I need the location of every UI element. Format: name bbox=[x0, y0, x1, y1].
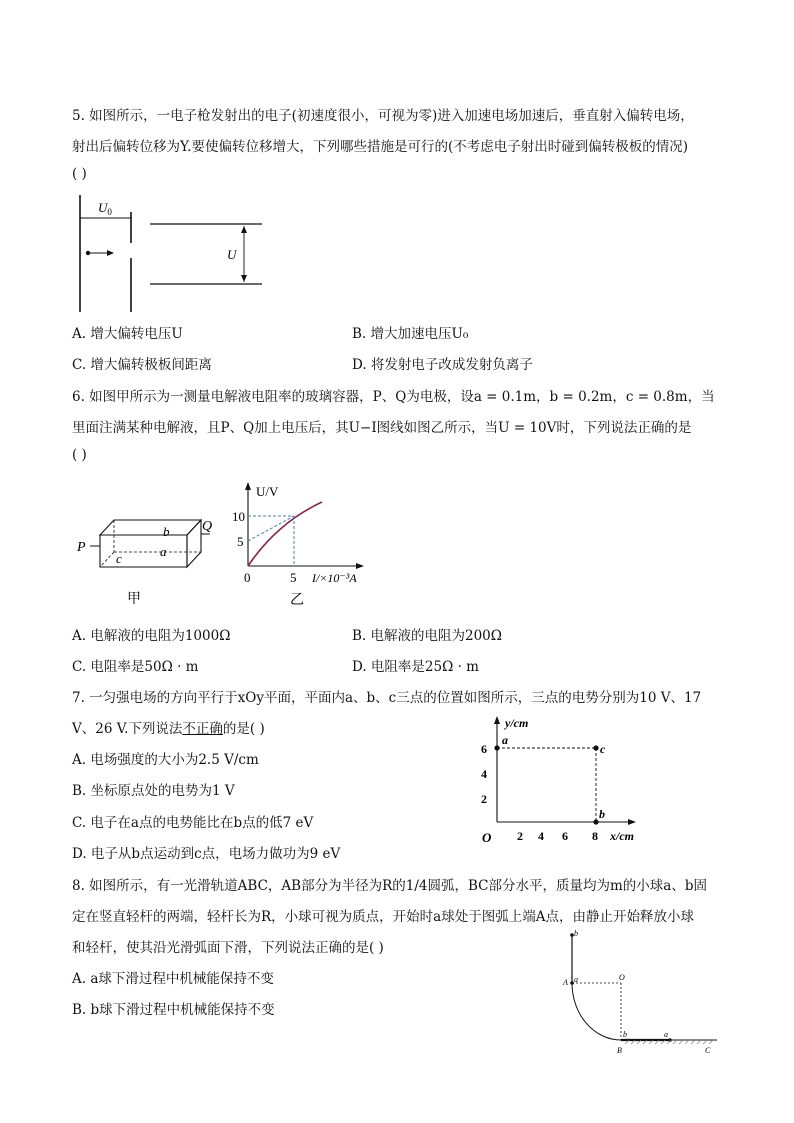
q7-point-a: a bbox=[502, 733, 508, 747]
q7-option-d[interactable]: D. 电子从b点运动到c点，电场力做功为9 eV bbox=[72, 846, 341, 862]
q6-label-c: c bbox=[116, 551, 122, 566]
q6-xtick-5: 5 bbox=[290, 570, 297, 585]
q8-label-b-bottom: b bbox=[623, 1030, 627, 1039]
q8-option-a[interactable]: A. a球下滑过程中机械能保持不变 bbox=[72, 971, 274, 987]
q8-label-a-right: a bbox=[664, 1030, 668, 1039]
q7-xtick-4: 4 bbox=[538, 829, 544, 843]
q8-label-point-c: C bbox=[705, 1046, 711, 1055]
q6-ui-curve bbox=[248, 502, 322, 566]
q7-xtick-2: 2 bbox=[517, 829, 523, 843]
q6-stem-line1: 6. 如图甲所示为一测量电解液电阻率的玻璃容器，P、Q为电极，设a = 0.1m，b = 0.2m，c = 0.8m，当 bbox=[72, 389, 715, 405]
q7-coordinate-figure bbox=[470, 710, 650, 848]
q8-label-b-top: b bbox=[574, 929, 578, 938]
q8-stem-line1: 8. 如图所示，有一光滑轨道ABC，AB部分为半径为R的1/4圆弧，BC部分水平，质量均为m的小球a、b固 bbox=[72, 878, 707, 894]
q6-label-q: Q bbox=[202, 519, 213, 534]
q6-answer-paren: ( ) bbox=[72, 447, 87, 463]
q5-diagram bbox=[70, 190, 270, 320]
q5-label-u: U bbox=[227, 247, 237, 262]
q8-stem-line3: 和轻杆，使其沿光滑弧面下滑，下列说法正确的是( ) bbox=[72, 940, 384, 956]
q7-stem-line2: V、26 V.下列说法不正确的是( ) bbox=[72, 721, 265, 737]
q8-label-point-a: A bbox=[563, 978, 568, 987]
q7-origin-label: O bbox=[482, 830, 492, 845]
q7-xtick-6: 6 bbox=[562, 829, 568, 843]
q7-option-c[interactable]: C. 电子在a点的电势能比在b点的低7 eV bbox=[72, 815, 314, 831]
q7-point-b: b bbox=[599, 807, 605, 821]
q6-caption-yi: 乙 bbox=[290, 593, 304, 608]
q6-ytick-10: 10 bbox=[232, 509, 245, 524]
q5-stem-line1: 5. 如图所示，一电子枪发射出的电子(初速度很小，可视为零)进入加速电场加速后，垂直射入偏转电场， bbox=[72, 108, 694, 124]
q6-label-p: P bbox=[77, 540, 86, 555]
q8-label-a-left: a bbox=[574, 975, 578, 984]
q6-figure-yi bbox=[222, 478, 382, 610]
q5-answer-paren: ( ) bbox=[72, 166, 87, 182]
q7-xlabel: x/cm bbox=[610, 829, 634, 843]
q7-option-a[interactable]: A. 电场强度的大小为2.5 V/cm bbox=[72, 752, 259, 768]
q6-option-d[interactable]: D. 电阻率是25Ω · m bbox=[352, 659, 479, 675]
q8-label-point-b: B bbox=[617, 1046, 622, 1055]
q6-stem-line2: 里面注满某种电解液，且P、Q加上电压后，其U−I图线如图乙所示，当U = 10V时，下列说法正确的是 bbox=[72, 420, 692, 436]
q6-option-c[interactable]: C. 电阻率是50Ω · m bbox=[72, 659, 199, 675]
q6-label-b: b bbox=[163, 524, 170, 539]
q7-ytick-6: 6 bbox=[481, 742, 487, 756]
q7-ytick-2: 2 bbox=[481, 792, 487, 806]
q6-xlabel: I/×10⁻³A bbox=[312, 571, 357, 585]
q7-emphasis-not-correct: 不正确 bbox=[182, 721, 223, 737]
q5-label-u0: $U_0$ bbox=[98, 200, 112, 217]
q8-option-b[interactable]: B. b球下滑过程中机械能保持不变 bbox=[72, 1002, 275, 1018]
q7-stem-line1: 7. 一匀强电场的方向平行于xOy平面，平面内a、b、c三点的位置如图所示，三点的电势分别为10 V、17 bbox=[72, 690, 702, 706]
q6-ylabel: U/V bbox=[256, 484, 279, 499]
q8-label-center-o: O bbox=[619, 973, 625, 982]
q7-option-b[interactable]: B. 坐标原点处的电势为1 V bbox=[72, 783, 235, 799]
q6-figure-jia bbox=[72, 510, 222, 610]
q7-point-c: c bbox=[600, 742, 606, 756]
q7-ytick-4: 4 bbox=[481, 767, 487, 781]
q5-option-a[interactable]: A. 增大偏转电压U bbox=[72, 326, 183, 342]
q5-option-c[interactable]: C. 增大偏转极板间距离 bbox=[72, 357, 212, 373]
q6-xtick-0: 0 bbox=[244, 570, 251, 585]
q6-label-a: a bbox=[160, 544, 167, 559]
q6-option-a[interactable]: A. 电解液的电阻为1000Ω bbox=[72, 628, 231, 644]
q6-ytick-5: 5 bbox=[237, 534, 244, 549]
q5-option-b[interactable]: B. 增大加速电压U₀ bbox=[352, 326, 469, 342]
q6-option-b[interactable]: B. 电解液的电阻为200Ω bbox=[352, 628, 502, 644]
q7-ylabel: y/cm bbox=[505, 716, 529, 730]
q5-stem-line2: 射出后偏转位移为Y.要使偏转位移增大，下列哪些措施是可行的(不考虑电子射出时碰到偏转极板的情况) bbox=[72, 139, 688, 155]
q6-caption-jia: 甲 bbox=[127, 592, 141, 607]
q8-track-diagram bbox=[555, 925, 730, 1060]
q7-xtick-8: 8 bbox=[592, 829, 598, 843]
q8-stem-line2: 定在竖直轻杆的两端，轻杆长为R，小球可视为质点，开始时a球处于图弧上端A点，由静止开始释放小球 bbox=[72, 909, 694, 925]
q5-option-d[interactable]: D. 将发射电子改成发射负离子 bbox=[352, 357, 533, 373]
